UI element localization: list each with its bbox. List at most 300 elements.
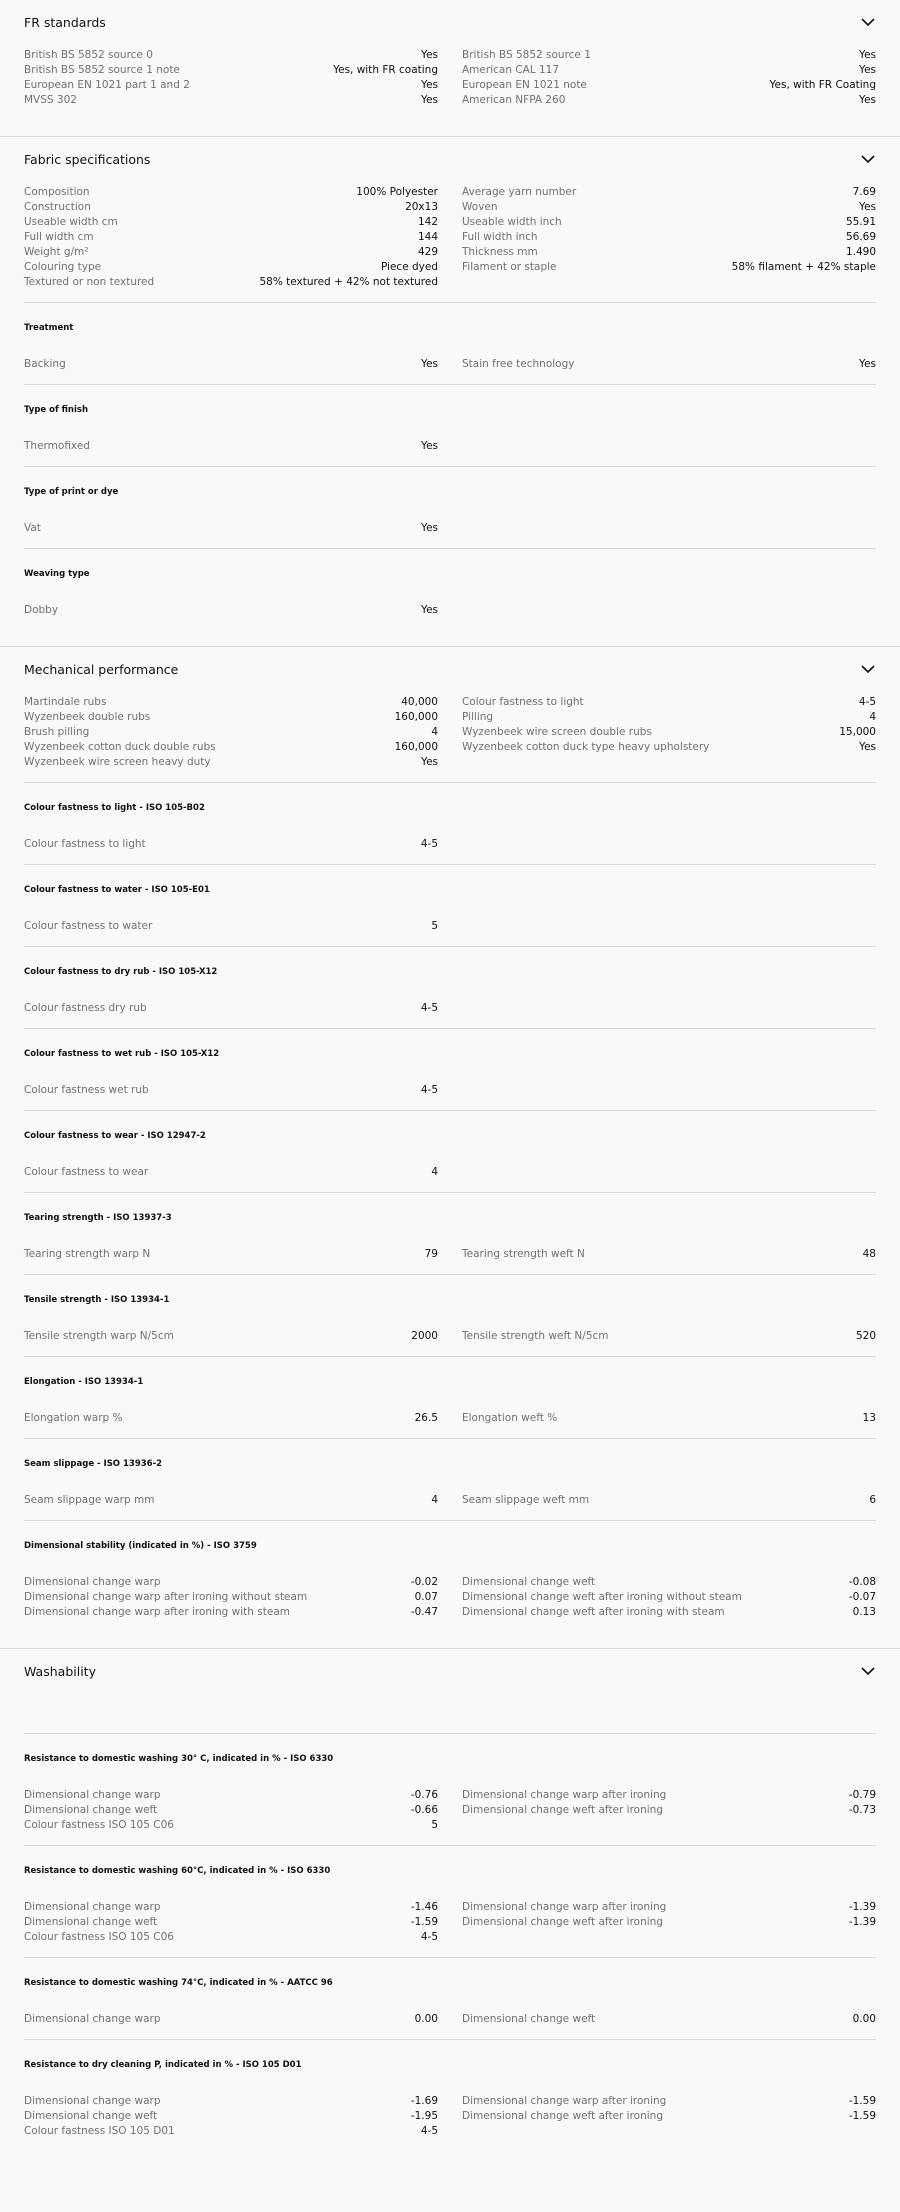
spec-value: 0.00 — [852, 2013, 876, 2025]
block-title: Colour fastness to wet rub - ISO 105-X12 — [24, 1049, 220, 1059]
spec-column-left — [24, 1411, 438, 1426]
spec-column-right — [462, 1900, 876, 1945]
section-body — [0, 1693, 900, 2167]
section-header[interactable] — [0, 0, 900, 44]
spec-value: -1.59 — [848, 2110, 876, 2122]
spec-label: Tensile strength weft N/5cm — [462, 1330, 609, 1342]
spec-columns — [24, 2094, 876, 2139]
spec-column-right — [462, 1083, 876, 1098]
spec-row — [24, 1575, 438, 1590]
spec-value: 4 — [431, 726, 438, 738]
spec-value: Yes — [859, 49, 876, 61]
spec-row — [24, 78, 438, 93]
section-fabric-specifications — [0, 137, 900, 647]
spec-row — [462, 1900, 876, 1915]
spec-label: Dimensional change weft after ironing — [462, 1804, 663, 1816]
spec-row — [462, 2012, 876, 2027]
spec-label: Dimensional change weft after ironing without steam — [462, 1591, 742, 1603]
spec-row — [24, 695, 438, 710]
spec-label: Colour fastness wet rub — [24, 1084, 149, 1096]
spec-label: Wyzenbeek double rubs — [24, 711, 151, 723]
spec-column-right — [462, 1411, 876, 1426]
spec-label: Colour fastness to light — [462, 696, 584, 708]
spec-column-left — [24, 185, 438, 290]
spec-column-right — [462, 185, 876, 290]
spec-columns — [24, 695, 876, 770]
spec-block — [24, 302, 876, 384]
spec-row — [24, 1247, 438, 1262]
spec-value: -0.02 — [410, 1576, 438, 1588]
spec-label: Dimensional change weft after ironing — [462, 1916, 663, 1928]
spec-value: 520 — [855, 1330, 876, 1342]
spec-label: Tearing strength warp N — [24, 1248, 151, 1260]
spec-row — [24, 215, 438, 230]
spec-value: 144 — [417, 231, 438, 243]
section-header[interactable] — [0, 137, 900, 181]
spec-columns — [24, 1083, 876, 1098]
spec-column-left — [24, 603, 438, 618]
spec-row — [462, 78, 876, 93]
spec-label: European EN 1021 note — [462, 79, 587, 91]
spec-value: 4-5 — [420, 1931, 438, 1943]
spec-value: 7.69 — [852, 186, 876, 198]
spec-block — [24, 466, 876, 548]
spec-columns — [24, 837, 876, 852]
chevron-down-icon[interactable] — [860, 151, 876, 167]
spec-column-left — [24, 1900, 438, 1945]
spec-label: Wyzenbeek cotton duck type heavy upholstery — [462, 741, 710, 753]
spec-value: 79 — [424, 1248, 438, 1260]
spec-value: Yes — [421, 604, 438, 616]
spec-label: Dimensional change weft — [24, 2110, 158, 2122]
spec-row — [24, 521, 438, 536]
spec-label: Stain free technology — [462, 358, 575, 370]
spec-row — [462, 1590, 876, 1605]
spec-value: 55.91 — [845, 216, 876, 228]
spec-value: 100% Polyester — [356, 186, 438, 198]
spec-row — [462, 63, 876, 78]
spec-columns — [24, 1575, 876, 1620]
spec-label: Colour fastness ISO 105 C06 — [24, 1931, 174, 1943]
spec-row — [24, 2094, 438, 2109]
spec-column-left — [24, 1165, 438, 1180]
spec-value: Yes — [421, 94, 438, 106]
spec-column-left — [24, 1247, 438, 1262]
spec-row — [24, 1930, 438, 1945]
spec-value: Yes — [859, 358, 876, 370]
section-header[interactable] — [0, 647, 900, 691]
spec-value: Yes — [421, 358, 438, 370]
spec-label: Tearing strength weft N — [462, 1248, 585, 1260]
spec-columns — [24, 1247, 876, 1262]
spec-row — [462, 230, 876, 245]
spec-column-left — [24, 521, 438, 536]
spec-block — [24, 864, 876, 946]
spec-row — [24, 1165, 438, 1180]
spec-label: Dimensional change warp after ironing — [462, 2095, 667, 2107]
spec-columns — [24, 2012, 876, 2027]
block-title: Resistance to domestic washing 60°C, indicated in % - ISO 6330 — [24, 1866, 331, 1876]
spec-value: 6 — [869, 1494, 876, 1506]
spec-row — [24, 1788, 438, 1803]
spec-value: 0.07 — [414, 1591, 438, 1603]
spec-label: British BS 5852 source 1 — [462, 49, 591, 61]
spec-label: Thickness mm — [462, 246, 538, 258]
spec-label: Dimensional change warp after ironing without steam — [24, 1591, 308, 1603]
spec-label: American CAL 117 — [462, 64, 560, 76]
spec-label: Colour fastness to light — [24, 838, 146, 850]
spec-row — [462, 93, 876, 108]
spec-row — [462, 1247, 876, 1262]
spec-column-left — [24, 2094, 438, 2139]
spec-column-right — [462, 521, 876, 536]
spec-label: Brush pilling — [24, 726, 90, 738]
spec-row — [24, 260, 438, 275]
empty-spacer — [24, 1697, 876, 1721]
spec-value: Yes, with FR coating — [333, 64, 438, 76]
spec-column-right — [462, 1575, 876, 1620]
chevron-down-icon[interactable] — [860, 661, 876, 677]
spec-columns — [24, 357, 876, 372]
spec-column-right — [462, 603, 876, 618]
spec-value: -1.59 — [410, 1916, 438, 1928]
spec-row — [24, 439, 438, 454]
section-header[interactable] — [0, 1649, 900, 1693]
chevron-down-icon[interactable] — [860, 1663, 876, 1679]
spec-label: Seam slippage warp mm — [24, 1494, 155, 1506]
spec-value: 4-5 — [420, 2125, 438, 2137]
block-title: Colour fastness to dry rub - ISO 105-X12 — [24, 967, 218, 977]
spec-value: 2000 — [411, 1330, 438, 1342]
spec-label: Dimensional change warp after ironing with steam — [24, 1606, 290, 1618]
spec-value: -0.76 — [410, 1789, 438, 1801]
spec-block — [24, 1520, 876, 1632]
spec-label: Dimensional change weft — [24, 1916, 158, 1928]
spec-row — [24, 1083, 438, 1098]
spec-value: -1.59 — [848, 2095, 876, 2107]
spec-columns — [24, 1165, 876, 1180]
spec-value: 4 — [431, 1494, 438, 1506]
spec-row — [24, 837, 438, 852]
spec-label: Thermofixed — [24, 440, 90, 452]
spec-row — [24, 185, 438, 200]
spec-row — [24, 1001, 438, 1016]
spec-value: -1.46 — [410, 1901, 438, 1913]
block-title: Tearing strength - ISO 13937-3 — [24, 1213, 172, 1223]
spec-columns — [24, 1493, 876, 1508]
block-title: Seam slippage - ISO 13936-2 — [24, 1459, 163, 1469]
spec-column-right — [462, 1001, 876, 1016]
spec-columns — [24, 919, 876, 934]
spec-label: Dimensional change warp — [24, 2013, 161, 2025]
spec-label: European EN 1021 part 1 and 2 — [24, 79, 190, 91]
spec-block — [24, 1438, 876, 1520]
spec-value: 160,000 — [394, 711, 438, 723]
section-title: FR standards — [24, 14, 106, 30]
section-washability — [0, 1649, 900, 2167]
spec-value: 58% filament + 42% staple — [731, 261, 876, 273]
spec-row — [462, 1605, 876, 1620]
spec-column-right — [462, 439, 876, 454]
spec-column-right — [462, 2094, 876, 2139]
spec-row — [24, 275, 438, 290]
spec-row — [24, 1915, 438, 1930]
spec-column-left — [24, 837, 438, 852]
spec-row — [462, 1329, 876, 1344]
spec-row — [24, 1605, 438, 1620]
spec-block — [24, 384, 876, 466]
spec-column-left — [24, 695, 438, 770]
spec-row — [24, 230, 438, 245]
spec-row — [24, 1818, 438, 1833]
spec-label: Dimensional change warp after ironing — [462, 1789, 667, 1801]
spec-value: 0.00 — [414, 2013, 438, 2025]
spec-columns — [24, 1900, 876, 1945]
spec-value: 56.69 — [845, 231, 876, 243]
spec-column-left — [24, 2012, 438, 2027]
spec-value: Yes — [421, 79, 438, 91]
spec-value: -1.69 — [410, 2095, 438, 2107]
spec-block — [24, 1192, 876, 1274]
spec-value: -1.39 — [848, 1916, 876, 1928]
spec-label: Dobby — [24, 604, 59, 616]
spec-row — [24, 1493, 438, 1508]
spec-column-right — [462, 357, 876, 372]
spec-row — [24, 2012, 438, 2027]
spec-label: Wyzenbeek cotton duck double rubs — [24, 741, 216, 753]
spec-columns — [24, 603, 876, 618]
spec-columns — [24, 439, 876, 454]
spec-row — [24, 740, 438, 755]
spec-label: Dimensional change warp — [24, 1576, 161, 1588]
spec-row — [462, 710, 876, 725]
spec-column-right — [462, 919, 876, 934]
spec-label: Colouring type — [24, 261, 102, 273]
block-title: Elongation - ISO 13934-1 — [24, 1377, 144, 1387]
spec-row — [462, 1915, 876, 1930]
spec-label: Dimensional change weft — [24, 1804, 158, 1816]
block-title: Treatment — [24, 323, 74, 333]
spec-label: Weight g/m² — [24, 246, 89, 258]
spec-block — [24, 1957, 876, 2039]
spec-label: Backing — [24, 358, 66, 370]
spec-row — [462, 48, 876, 63]
section-title: Mechanical performance — [24, 661, 179, 677]
spec-row — [462, 215, 876, 230]
spec-value: 13 — [862, 1412, 876, 1424]
spec-block — [24, 2039, 876, 2151]
spec-row — [24, 603, 438, 618]
spec-block — [24, 548, 876, 630]
spec-value: 142 — [417, 216, 438, 228]
spec-block — [24, 946, 876, 1028]
block-title: Dimensional stability (indicated in %) - ISO 3759 — [24, 1541, 257, 1551]
spec-value: Yes — [859, 741, 876, 753]
spec-row — [462, 357, 876, 372]
spec-label: Elongation warp % — [24, 1412, 123, 1424]
spec-value: 40,000 — [401, 696, 438, 708]
spec-columns — [24, 48, 876, 108]
spec-column-right — [462, 1165, 876, 1180]
spec-row — [462, 260, 876, 275]
spec-value: 4-5 — [420, 1002, 438, 1014]
spec-label: Woven — [462, 201, 498, 213]
spec-value: Yes — [421, 440, 438, 452]
spec-row — [24, 48, 438, 63]
spec-label: Full width inch — [462, 231, 538, 243]
spec-column-right — [462, 695, 876, 770]
spec-value: -0.66 — [410, 1804, 438, 1816]
section-title: Fabric specifications — [24, 151, 151, 167]
spec-label: Composition — [24, 186, 90, 198]
section-mechanical-performance — [0, 647, 900, 1649]
spec-label: Dimensional change warp — [24, 1789, 161, 1801]
spec-value: 4-5 — [420, 838, 438, 850]
spec-label: Dimensional change weft after ironing — [462, 2110, 663, 2122]
spec-label: Elongation weft % — [462, 1412, 558, 1424]
section-body — [0, 691, 900, 1648]
spec-block — [24, 1733, 876, 1845]
spec-column-left — [24, 1788, 438, 1833]
spec-value: 48 — [862, 1248, 876, 1260]
spec-label: Colour fastness to wear — [24, 1166, 149, 1178]
spec-value: Yes — [859, 94, 876, 106]
spec-row — [24, 1411, 438, 1426]
spec-row — [462, 245, 876, 260]
spec-block — [24, 1356, 876, 1438]
block-title: Colour fastness to wear - ISO 12947-2 — [24, 1131, 206, 1141]
spec-label: Colour fastness to water — [24, 920, 153, 932]
spec-value: Yes — [859, 64, 876, 76]
block-title: Weaving type — [24, 569, 90, 579]
spec-value: -1.39 — [848, 1901, 876, 1913]
spec-block — [24, 1845, 876, 1957]
spec-row — [24, 755, 438, 770]
spec-label: Vat — [24, 522, 41, 534]
spec-row — [462, 695, 876, 710]
spec-column-right — [462, 1788, 876, 1833]
section-body — [0, 181, 900, 646]
spec-value: -0.79 — [848, 1789, 876, 1801]
spec-row — [462, 725, 876, 740]
spec-row — [24, 1590, 438, 1605]
chevron-down-icon[interactable] — [860, 14, 876, 30]
spec-row — [24, 710, 438, 725]
spec-label: Dimensional change warp after ironing — [462, 1901, 667, 1913]
spec-column-left — [24, 1083, 438, 1098]
spec-row — [24, 1900, 438, 1915]
spec-value: -0.73 — [848, 1804, 876, 1816]
spec-column-left — [24, 439, 438, 454]
spec-columns — [24, 1001, 876, 1016]
spec-row — [462, 1493, 876, 1508]
spec-block — [24, 44, 876, 120]
spec-value: 4 — [869, 711, 876, 723]
spec-row — [462, 2094, 876, 2109]
section-fr-standards — [0, 0, 900, 137]
spec-value: Yes — [859, 201, 876, 213]
spec-label: Wyzenbeek wire screen double rubs — [462, 726, 652, 738]
spec-column-left — [24, 1575, 438, 1620]
spec-value: 1.490 — [845, 246, 876, 258]
spec-row — [24, 1329, 438, 1344]
spec-row — [24, 919, 438, 934]
spec-value: 160,000 — [394, 741, 438, 753]
spec-value: 26.5 — [414, 1412, 438, 1424]
spec-label: Colour fastness dry rub — [24, 1002, 147, 1014]
spec-label: Pilling — [462, 711, 494, 723]
spec-columns — [24, 1329, 876, 1344]
spec-value: 20x13 — [405, 201, 438, 213]
spec-columns — [24, 185, 876, 290]
spec-row — [24, 1803, 438, 1818]
spec-label: Colour fastness ISO 105 C06 — [24, 1819, 174, 1831]
spec-row — [24, 357, 438, 372]
spec-label: American NFPA 260 — [462, 94, 566, 106]
spec-label: Dimensional change warp — [24, 1901, 161, 1913]
spec-label: Average yarn number — [462, 186, 577, 198]
spec-label: Construction — [24, 201, 91, 213]
spec-column-left — [24, 48, 438, 108]
spec-label: Martindale rubs — [24, 696, 107, 708]
spec-label: Tensile strength warp N/5cm — [24, 1330, 174, 1342]
spec-label: MVSS 302 — [24, 94, 77, 106]
spec-column-left — [24, 919, 438, 934]
spec-value: 4 — [431, 1166, 438, 1178]
spec-row — [462, 1788, 876, 1803]
spec-label: Dimensional change weft — [462, 1576, 596, 1588]
spec-label: Textured or non textured — [24, 276, 155, 288]
spec-row — [462, 740, 876, 755]
spec-label: Full width cm — [24, 231, 94, 243]
section-body — [0, 44, 900, 136]
spec-block — [24, 1028, 876, 1110]
spec-row — [24, 200, 438, 215]
spec-value: 15,000 — [839, 726, 876, 738]
spec-label: Seam slippage weft mm — [462, 1494, 590, 1506]
spec-label: Wyzenbeek wire screen heavy duty — [24, 756, 211, 768]
spec-label: Dimensional change weft — [462, 2013, 596, 2025]
spec-row — [24, 2109, 438, 2124]
spec-label: Useable width inch — [462, 216, 562, 228]
spec-column-right — [462, 2012, 876, 2027]
spec-value: Yes, with FR Coating — [769, 79, 876, 91]
spec-label: Useable width cm — [24, 216, 118, 228]
spec-row — [24, 93, 438, 108]
spec-label: Colour fastness ISO 105 D01 — [24, 2125, 175, 2137]
spec-value: Yes — [421, 522, 438, 534]
block-title: Resistance to dry cleaning P, indicated in % - ISO 105 D01 — [24, 2060, 302, 2070]
spec-row — [462, 2109, 876, 2124]
block-title: Resistance to domestic washing 30° C, indicated in % - ISO 6330 — [24, 1754, 334, 1764]
spec-value: Yes — [421, 49, 438, 61]
spec-column-right — [462, 1329, 876, 1344]
spec-row — [462, 1411, 876, 1426]
spec-value: -1.95 — [410, 2110, 438, 2122]
spec-label: British BS 5852 source 0 — [24, 49, 153, 61]
spec-value: -0.08 — [848, 1576, 876, 1588]
spec-block — [24, 782, 876, 864]
spec-row — [462, 200, 876, 215]
spec-column-right — [462, 837, 876, 852]
spec-value: -0.47 — [410, 1606, 438, 1618]
block-title: Colour fastness to light - ISO 105-B02 — [24, 803, 205, 813]
spec-row — [462, 185, 876, 200]
spec-value: 58% textured + 42% not textured — [259, 276, 438, 288]
spec-column-right — [462, 48, 876, 108]
block-title: Colour fastness to water - ISO 105-E01 — [24, 885, 210, 895]
spec-value: 4-5 — [858, 696, 876, 708]
